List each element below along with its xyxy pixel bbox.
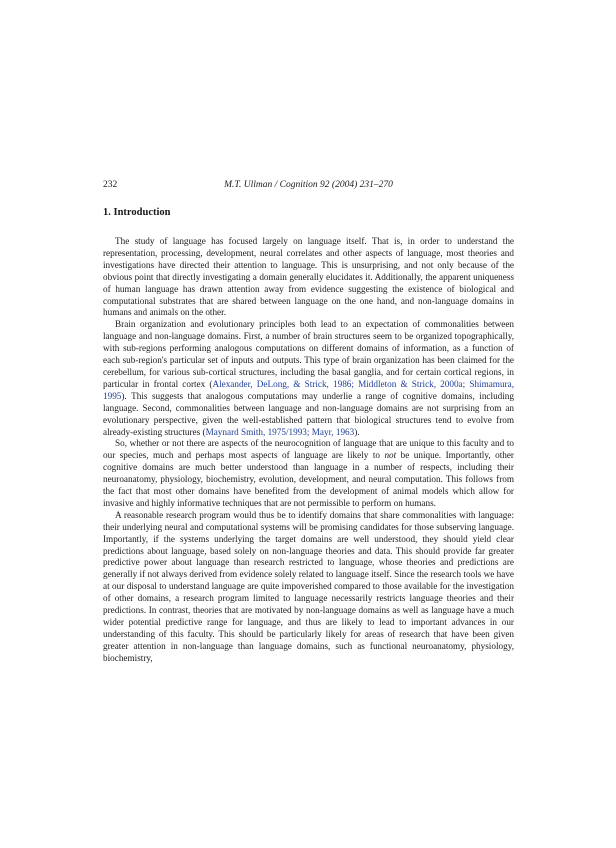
section-title: 1. Introduction [103, 207, 171, 218]
citation-link[interactable]: Alexander, DeLong, & Strick, 1986; Middleton & Strick, 2000a; Shimamura, 1995 [103, 378, 514, 401]
citation-link[interactable]: Maynard Smith, 1975/1993; Mayr, 1963 [205, 426, 355, 437]
paragraph-2-text-3: ). [354, 426, 360, 437]
paragraph-3-text-2: be unique. Importantly, other cognitive domains are much better understood than language in a number of respects, including their neuroanatomy, physiology, biochemistry, evolution, development, and neural computation. This follows from the fact that most other domains have benefited from the development of animal models which allow for invasive and highly informative techniques that are not permissible to perform on humans. [103, 450, 514, 508]
paragraph-1: The study of language has focused largely on language itself. That is, in order to understand the representation, processing, development, neural correlates and other aspects of language, most theories and investigations have directed their attention to language. This is unsurprising, and not only because of the obvious point that directly investigating a domain generally elucidates it. Additionally, the apparent uniqueness of human language has drawn attention away from evidence suggesting the existence of biological and computational substrates that are shared between language on the one hand, and non-language domains in humans and animals on the other. [103, 236, 514, 318]
page-header [103, 180, 514, 194]
body-text [103, 236, 514, 665]
paragraph-2 [103, 319, 514, 438]
paragraph-2-text-1: Brain organization and evolutionary principles both lead to an expectation of commonalities between language and non-language domains. First, a number of brain structures seem to be organized topographically, with sub-regions performing analogous computations on different domains of information, as a function of each sub-region's particular set of inputs and outputs. This type of brain organization has been claimed for the cerebellum, for various sub-cortical structures, including the basal ganglia, and for certain cortical regions, in particular in frontal cortex ( [103, 319, 514, 389]
running-head: M.T. Ullman / Cognition 92 (2004) 231–270 [224, 180, 393, 190]
paragraph-3-emphasis: not [384, 450, 397, 461]
paragraph-4: A reasonable research program would thus be to identify domains that share commonalities with language: their underlying neural and computational systems will be promising candidates for those subserving language. Importantly, if the systems underlying the target domains are well understood, they should yield clear predictions about language, based solely on non-language theories and data. This should provide far greater predictive power about language than research restricted to language, whose theories and predictions are generally if not always derived from evidence solely related to language itself. Since the research tools we have at our disposal to understand language are quite impoverished compared to those available for the investigation of other domains, a research program limited to language necessarily restricts language theories and their predictions. In contrast, theories that are motivated by non-language domains as well as language have a much wider potential predictive range for language, and thus are likely to lead to important advances in our understanding of this faculty. This should be particularly likely for areas of research that have been given greater attention in non-language than language domains, such as functional neuroanatomy, physiology, biochemistry, [103, 509, 514, 663]
paragraph-3 [103, 438, 514, 509]
paragraph-3-text-1: So, whether or not there are aspects of the neurocognition of language that are unique to this faculty and to our species, much and perhaps most aspects of language are likely to [103, 438, 514, 461]
page-number: 232 [103, 180, 118, 190]
paragraph-2-text-2: ). This suggests that analogous computations may underlie a range of cognitive domains, including language. Second, commonalities between language and non-language domains are not surprising from an evolutionary perspective, given the well-established pattern that biological structures tend to evolve from already-existing structures ( [103, 390, 514, 437]
